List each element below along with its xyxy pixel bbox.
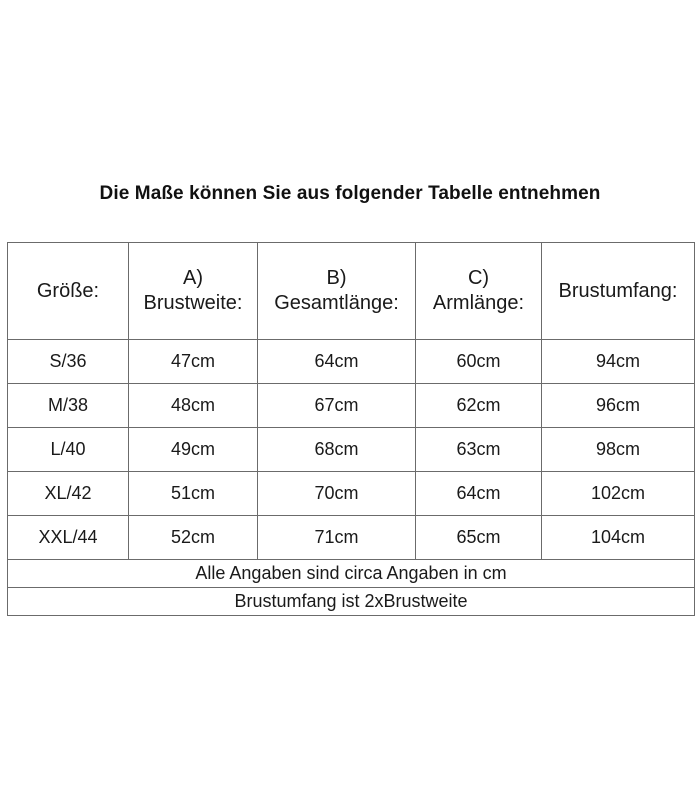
cell-total-length: 67cm (258, 384, 416, 428)
note-approximate: Alle Angaben sind circa Angaben in cm (8, 560, 695, 588)
table-note-row (8, 560, 695, 588)
cell-arm-length: 63cm (416, 428, 542, 472)
header-size (8, 243, 129, 340)
cell-chest-width: 52cm (129, 516, 258, 560)
cell-chest-circumference: 98cm (542, 428, 695, 472)
cell-chest-circumference: 96cm (542, 384, 695, 428)
header-chest-width-letter: A) (183, 267, 203, 289)
cell-total-length: 70cm (258, 472, 416, 516)
cell-total-length: 64cm (258, 340, 416, 384)
cell-chest-circumference: 94cm (542, 340, 695, 384)
cell-arm-length: 60cm (416, 340, 542, 384)
table-note-row (8, 588, 695, 616)
cell-chest-width: 51cm (129, 472, 258, 516)
header-total-length (258, 243, 416, 340)
table-header-row (8, 243, 695, 340)
cell-arm-length: 65cm (416, 516, 542, 560)
cell-arm-length: 64cm (416, 472, 542, 516)
header-chest-circumference (542, 243, 695, 340)
cell-chest-circumference: 102cm (542, 472, 695, 516)
cell-total-length: 71cm (258, 516, 416, 560)
cell-size: M/38 (8, 384, 129, 428)
header-total-length-label: Gesamtlänge: (274, 292, 399, 314)
header-size-label: Größe: (36, 279, 100, 302)
cell-arm-length: 62cm (416, 384, 542, 428)
table-row (8, 384, 695, 428)
table-row (8, 340, 695, 384)
header-chest-circumference-label: Brustumfang: (558, 279, 678, 302)
table-row (8, 428, 695, 472)
page-title: Die Maße können Sie aus folgender Tabelle entnehmen (99, 183, 601, 204)
table-row (8, 472, 695, 516)
header-arm-length (416, 243, 542, 340)
cell-size: L/40 (8, 428, 129, 472)
cell-size: XL/42 (8, 472, 129, 516)
header-chest-width-label: Brustweite: (143, 292, 243, 314)
size-table (7, 242, 695, 616)
cell-size: XXL/44 (8, 516, 129, 560)
cell-chest-width: 48cm (129, 384, 258, 428)
cell-chest-width: 47cm (129, 340, 258, 384)
cell-total-length: 68cm (258, 428, 416, 472)
header-total-length-letter: B) (326, 267, 347, 289)
header-arm-length-label: Armlänge: (432, 292, 525, 314)
header-chest-width (129, 243, 258, 340)
cell-chest-circumference: 104cm (542, 516, 695, 560)
cell-size: S/36 (8, 340, 129, 384)
cell-chest-width: 49cm (129, 428, 258, 472)
header-arm-length-letter: C) (467, 267, 490, 289)
note-chest-circumference: Brustumfang ist 2xBrustweite (8, 588, 695, 616)
table-row (8, 516, 695, 560)
